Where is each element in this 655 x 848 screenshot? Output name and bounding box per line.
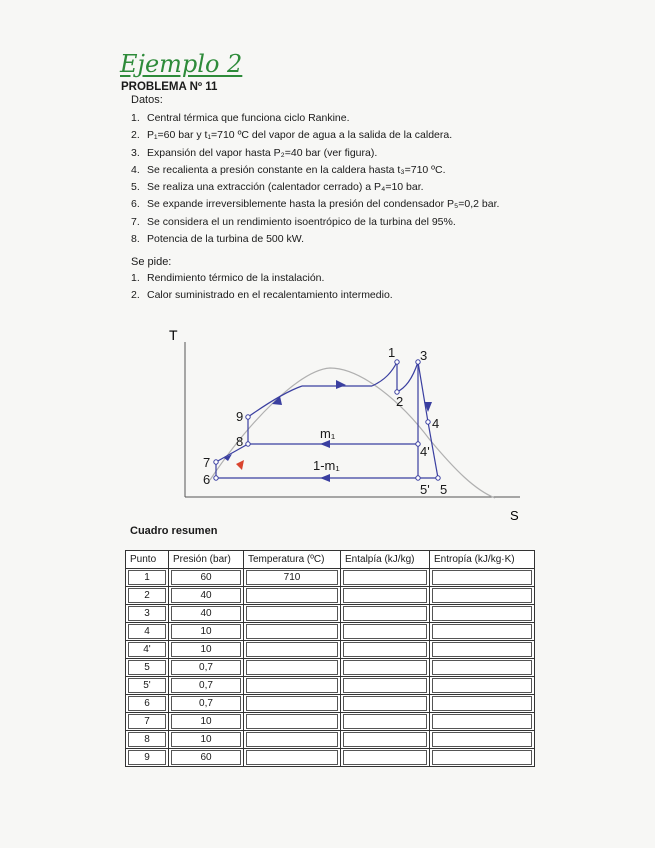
table-row: 9 60: [126, 748, 535, 766]
point-label: 5': [420, 482, 430, 497]
arrow-icon: [336, 380, 346, 389]
table-row: 6 0,7: [126, 694, 535, 712]
list-item: 2. Calor suministrado en el recalentamiento intermedio.: [131, 289, 393, 301]
point-label: 8: [236, 434, 244, 449]
list-item: 3. Expansión del vapor hasta P₂=40 bar (ver figura).: [131, 146, 378, 159]
point-label: 9: [236, 409, 244, 424]
column-header: Entalpía (kJ/kg): [341, 551, 430, 569]
list-item: 1. Central térmica que funciona ciclo Rankine.: [131, 112, 350, 124]
point-label: 5: [440, 482, 448, 497]
table-row: 4 10: [126, 622, 535, 640]
column-header: Presión (bar): [169, 551, 244, 569]
list-item: 1. Rendimiento térmico de la instalación.: [131, 272, 325, 284]
t-axis-label: T: [169, 327, 178, 343]
flow-label-m1: m₁: [320, 426, 336, 441]
point-label: 3: [420, 348, 428, 363]
flow-label-1-m1: 1-m₁: [313, 458, 340, 473]
list-item: 5. Se realiza una extracción (calentador cerrado) a P₄=10 bar.: [131, 181, 424, 194]
table-row: 3 40: [126, 604, 535, 622]
table-header-row: [126, 551, 535, 569]
s-axis-label: S: [510, 508, 519, 523]
point-label: 4: [432, 416, 440, 431]
table-title: Cuadro resumen: [130, 525, 218, 537]
table-row: 4' 10: [126, 640, 535, 658]
point-label: 6: [203, 472, 211, 487]
column-header: Temperatura (ºC): [244, 551, 341, 569]
table-row: 8 10: [126, 730, 535, 748]
list-item: 4. Se recalienta a presión constante en la caldera hasta t₃=710 ºC.: [131, 163, 446, 176]
column-header: Punto: [126, 551, 169, 569]
red-marker-icon: [236, 460, 244, 470]
problem-title: PROBLEMA Nº 11: [121, 81, 218, 93]
table-row: 7 10: [126, 712, 535, 730]
point-label: 4': [420, 444, 430, 459]
point-label: 2: [396, 394, 404, 409]
datos-label: Datos:: [131, 94, 163, 106]
table-row: 5' 0,7: [126, 676, 535, 694]
arrow-icon: [320, 474, 330, 482]
list-item: 2. P₁=60 bar y t₁=710 ºC del vapor de agua a la salida de la caldera.: [131, 129, 453, 142]
list-item: 7. Se considera el un rendimiento isoentrópico de la turbina del 95%.: [131, 215, 456, 228]
table-row: 5 0,7: [126, 658, 535, 676]
list-item: 6. Se expande irreversiblemente hasta la presión del condensador P₅=0,2 bar.: [131, 198, 500, 211]
table-row: 1 60 710: [126, 568, 535, 586]
list-item: 8. Potencia de la turbina de 500 kW.: [131, 233, 305, 246]
table-row: 2 40: [126, 586, 535, 604]
arrow-icon: [320, 440, 330, 448]
se-pide-label: Se pide:: [131, 256, 172, 268]
column-header: Entropía (kJ/kg·K): [430, 551, 535, 569]
point-label: 1: [388, 345, 396, 360]
point-label: 7: [203, 455, 211, 470]
handwritten-title: Ejemplo 2: [120, 50, 243, 78]
summary-table: [125, 550, 535, 767]
